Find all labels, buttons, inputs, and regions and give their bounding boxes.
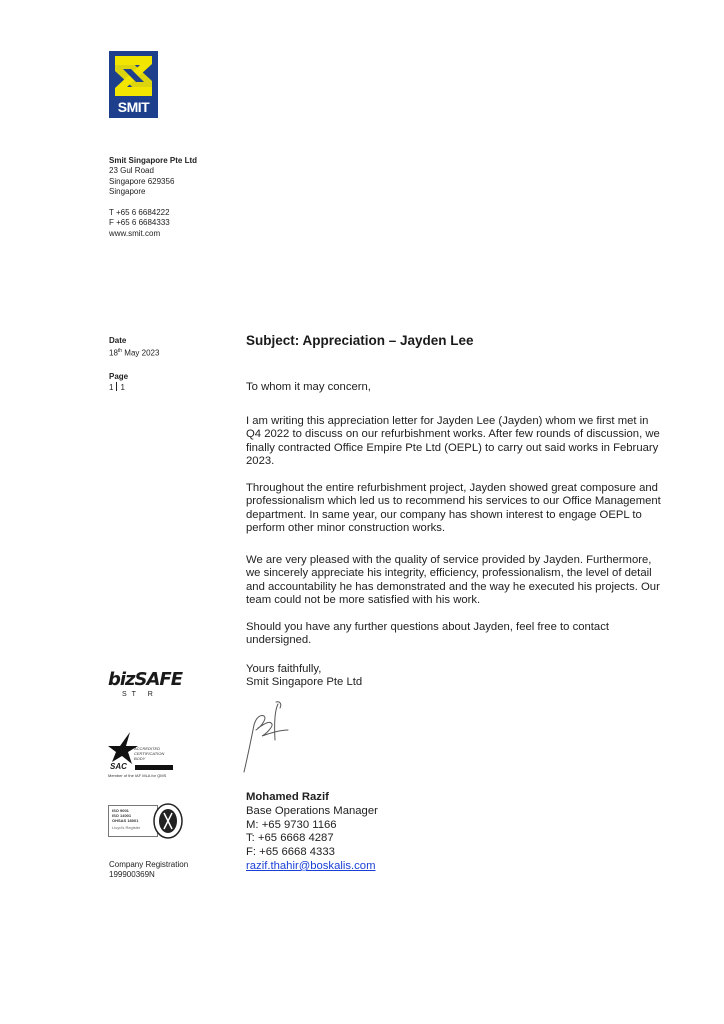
company-registration <box>109 860 188 881</box>
paragraph-2: Throughout the entire refurbishment project, Jayden showed great composure and professionalism which led us to recommend his services to our Office Management department. In same year, our company has shown interest to engage OEPL to perform other minor construction works. <box>246 482 661 535</box>
signatory-email-link[interactable]: razif.thahir@boskalis.com <box>246 859 376 872</box>
signatory-fax: F: +65 6668 4333 <box>246 846 335 859</box>
logo-text: SMIT <box>117 99 150 115</box>
sender-company: Smit Singapore Pte Ltd <box>109 156 198 165</box>
iso-certification-logo <box>108 803 188 839</box>
bizsafe-star-text: ST R <box>122 691 158 698</box>
sac-text: SAC <box>110 762 127 771</box>
date-block <box>109 336 159 359</box>
salutation: To whom it may concern, <box>246 381 371 393</box>
signatory-name: Mohamed Razif <box>246 791 329 803</box>
sac-accreditation-logo <box>108 732 180 784</box>
registration-label: Company Registration <box>109 860 189 869</box>
page-separator <box>116 382 117 391</box>
paragraph-1: I am writing this appreciation letter for Jayden Lee (Jayden) whom we first met in Q4 2022 to discuss on our refurbishment works. After few rounds of discussion, we finally contracted Office Empire Pte Ltd (OEPL) to carry out said works in February 2023. <box>246 415 660 468</box>
sac-member-text: Member of the IAF MLA for QMS <box>108 773 167 778</box>
signatory-block <box>246 791 666 874</box>
bizsafe-text: bizSAFE <box>108 669 183 690</box>
address-line: 23 Gul Road <box>109 166 154 176</box>
date-label: Date <box>109 336 127 345</box>
page-block <box>109 372 128 394</box>
signatory-mobile: M: +65 9730 1166 <box>246 818 337 831</box>
signatory-title: Base Operations Manager <box>246 804 378 817</box>
paragraph-3: We are very pleased with the quality of service provided by Jayden. Furthermore, we sincerely appreciate his integrity, efficiency, professionalism, the level of detail and accountability he has demonstrated and the way he executed his projects. Our team could not be more satisfied with his work. <box>246 554 660 607</box>
sender-address <box>109 156 197 197</box>
signature <box>242 700 312 780</box>
address-line: Singapore <box>109 186 146 196</box>
bizsafe-star-logo <box>108 669 183 710</box>
page-number: 1 1 <box>109 383 125 393</box>
sender-website[interactable]: www.smit.com <box>109 228 161 238</box>
closing-company: Smit Singapore Pte Ltd <box>246 676 363 689</box>
iso-box: ISO 9001 ISO 14001 OHSAS 18001 Lloyd's Register <box>108 805 158 837</box>
sender-fax: F +65 6 6684333 <box>109 218 170 228</box>
smit-emblem-icon <box>109 51 158 101</box>
letter-subject: Subject: Appreciation – Jayden Lee <box>246 333 474 348</box>
sender-contact <box>109 208 170 239</box>
signature-icon <box>242 700 312 775</box>
sender-phone: T +65 6 6684222 <box>109 208 170 217</box>
paragraph-4: Should you have any further questions about Jayden, feel free to contact undersigned. <box>246 621 609 647</box>
address-line: Singapore 629356 <box>109 176 175 186</box>
signatory-phone: T: +65 6668 4287 <box>246 832 334 845</box>
page-label: Page <box>109 372 129 381</box>
smit-logo <box>109 51 158 118</box>
closing <box>246 663 666 690</box>
sac-accredited-text: ACCREDITED CERTIFICATION BODY <box>134 746 165 761</box>
lloyds-register-seal-icon <box>152 803 184 839</box>
date-value: 18th May 2023 <box>109 348 160 358</box>
cert-number-bar <box>135 765 173 770</box>
registration-number: 199900369N <box>109 870 155 880</box>
closing-line: Yours faithfully, <box>246 663 322 675</box>
